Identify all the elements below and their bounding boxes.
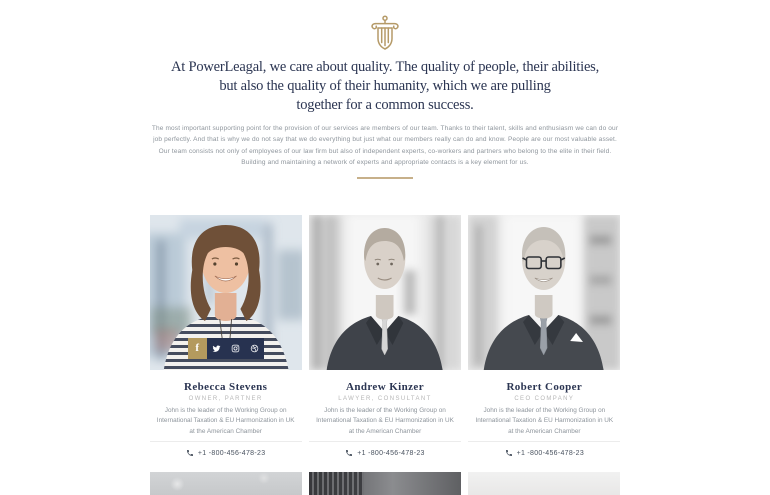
member-bio: John is the leader of the Working Group on International Taxation & EU Harmonization in UK at the American Chamber xyxy=(156,406,295,435)
member-bio: John is the leader of the Working Group on International Taxation & EU Harmonization in UK at the American Chamber xyxy=(316,406,454,435)
twitter-icon[interactable] xyxy=(207,338,226,359)
phone-icon xyxy=(186,449,194,457)
headline-line: but also the quality of their humanity, which we are pulling xyxy=(219,78,551,94)
phone-icon xyxy=(505,449,513,457)
instagram-icon[interactable] xyxy=(226,338,245,359)
headline-line: At PowerLeagal, we care about quality. The quality of people, their abilities, xyxy=(170,59,600,75)
member-phone-link[interactable] xyxy=(150,449,302,457)
member-name: Andrew Kinzer xyxy=(345,380,424,393)
column-shield-logo-icon xyxy=(368,15,402,51)
member-phone-number: +1 -800-456-478-23 xyxy=(357,449,425,457)
portrait-man-glasses-grayscale xyxy=(468,215,620,370)
member-title: LAWYER, CONSULTANT xyxy=(338,395,432,402)
social-bar xyxy=(188,338,264,359)
team-member-card xyxy=(468,215,620,458)
member-phone-link[interactable] xyxy=(309,449,461,457)
team-photo-partial xyxy=(309,472,461,495)
intro-paragraph: The most important supporting point for the provision of our services are members of our team. Thanks to their talent, skills and enthusiasm we can do our job perfectly. And that is why we do not say that we do everything but just what our members really can do and know. People are our most valuable asset. Our team consists not only of employees of our law firm but also of independent experts, co-workers and partners who belong to the elite in their field. Building and maintaining a network of experts and appropriate contacts is a key element for us. xyxy=(151,125,619,167)
section-headline xyxy=(65,58,705,115)
member-photo xyxy=(309,215,461,370)
member-name: Rebecca Stevens xyxy=(184,380,268,393)
next-team-row xyxy=(150,472,621,495)
team-member-card xyxy=(150,215,302,458)
card-divider xyxy=(309,441,461,442)
member-photo xyxy=(468,215,620,370)
member-name: Robert Cooper xyxy=(506,380,583,393)
team-photo-partial xyxy=(150,472,302,495)
member-phone-link[interactable] xyxy=(468,449,620,457)
member-title: CEO COMPANY xyxy=(514,395,575,402)
member-bio: John is the leader of the Working Group on International Taxation & EU Harmonization in UK at the American Chamber xyxy=(475,406,614,435)
team-member-card xyxy=(309,215,461,458)
member-title: OWNER, PARTNER xyxy=(188,395,263,402)
member-photo xyxy=(150,215,302,370)
card-divider xyxy=(150,441,302,442)
card-divider xyxy=(468,441,620,442)
team-photo-partial xyxy=(468,472,620,495)
facebook-icon[interactable]: f xyxy=(188,338,207,359)
team-grid xyxy=(150,215,621,458)
headline-line: together for a common success. xyxy=(296,97,474,113)
phone-icon xyxy=(345,449,353,457)
gold-divider xyxy=(357,177,413,179)
dribbble-icon[interactable] xyxy=(245,338,264,359)
member-phone-number: +1 -800-456-478-23 xyxy=(197,449,266,457)
member-phone-number: +1 -800-456-478-23 xyxy=(516,449,585,457)
portrait-man-grayscale xyxy=(309,215,461,370)
section-header xyxy=(0,0,770,179)
